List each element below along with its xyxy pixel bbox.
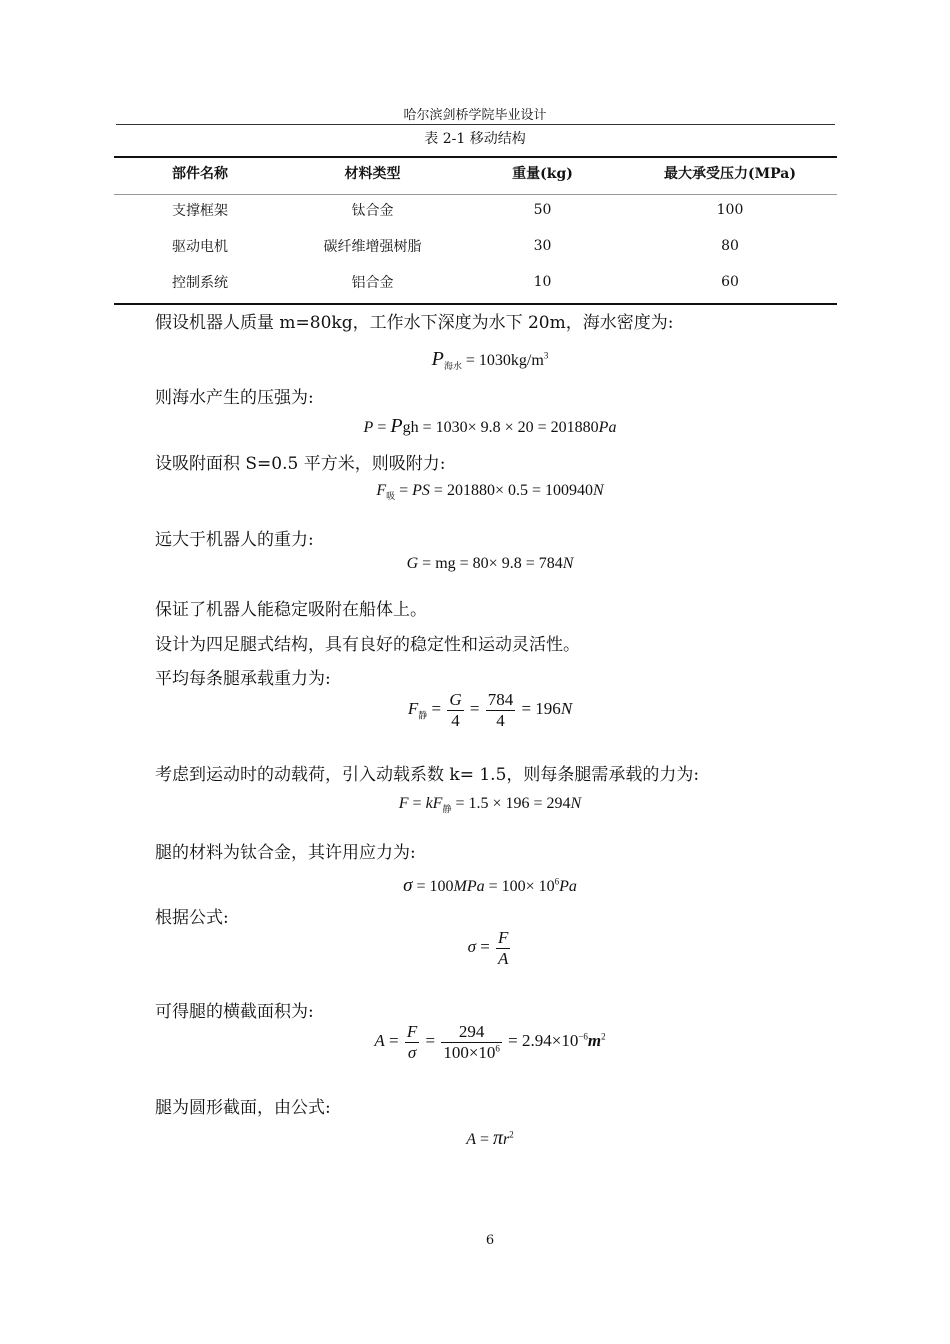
column-header: 材料类型 <box>344 166 401 182</box>
fraction-numerator: G <box>449 690 462 709</box>
eq-unit: N <box>560 698 573 718</box>
equation-suction-force <box>0 482 950 502</box>
eq-unit: N <box>593 482 604 499</box>
eq-text: = <box>373 419 391 436</box>
paragraph: 设计为四足腿式结构，具有良好的稳定性和运动灵活性。 <box>155 635 580 655</box>
eq-text: = <box>475 936 495 956</box>
eq-superscript: 6 <box>554 876 560 887</box>
paragraph: 考虑到运动时的动载荷，引入动载系数 k= 1.5，则每条腿需承载的力为: <box>155 765 700 785</box>
eq-symbol: kF <box>425 795 443 812</box>
eq-subscript: 吸 <box>386 491 396 502</box>
page-number: 6 <box>485 1233 495 1248</box>
eq-symbol: P <box>363 419 374 436</box>
eq-text: = 196 <box>517 698 561 718</box>
eq-text: = 1.5 × 196 = 294 <box>451 795 571 812</box>
eq-symbol: π <box>493 1127 504 1149</box>
denominator-text: 100×10 <box>443 1042 496 1062</box>
eq-unit: N <box>570 795 582 812</box>
document-header: 哈尔滨剑桥学院毕业设计 <box>403 108 547 123</box>
eq-symbol: G <box>406 555 419 572</box>
eq-symbol: r <box>503 1131 510 1148</box>
eq-subscript: 静 <box>418 710 428 721</box>
eq-symbol: F <box>376 482 387 499</box>
eq-text: = <box>384 1030 403 1050</box>
table-cell: 驱动电机 <box>172 239 228 255</box>
table-bottom-rule <box>114 303 837 305</box>
eq-text: = <box>465 698 484 718</box>
paragraph: 保证了机器人能稳定吸附在船体上。 <box>155 600 427 620</box>
equation-pressure <box>0 415 950 438</box>
fraction-denominator: A <box>498 948 509 968</box>
fraction <box>496 928 510 968</box>
equation-seawater-density <box>0 348 950 372</box>
equation-allowable-stress <box>0 875 950 897</box>
column-header: 重量(kg) <box>512 166 573 182</box>
paragraph: 腿为圆形截面，由公式: <box>155 1098 331 1118</box>
equation-stress-formula <box>0 928 950 968</box>
eq-text: = <box>408 795 426 812</box>
table-header-rule <box>114 194 837 195</box>
eq-unit: N <box>562 555 574 572</box>
eq-subscript: 海水 <box>443 361 462 372</box>
header-rule <box>116 124 835 125</box>
table-cell: 50 <box>533 202 552 218</box>
table-cell: 100 <box>716 202 744 218</box>
table-cell: 钛合金 <box>351 203 394 219</box>
eq-superscript: −6 <box>578 1031 588 1042</box>
eq-text: = <box>421 1030 440 1050</box>
eq-text: = 2.94×10 <box>503 1030 579 1050</box>
eq-unit: MPa <box>453 878 485 895</box>
table-top-rule <box>114 156 837 158</box>
eq-text: = 201880× 0.5 = 100940 <box>429 482 593 499</box>
eq-text: = 100× 10 <box>484 878 555 895</box>
eq-symbol: P <box>431 348 444 370</box>
eq-symbol: σ <box>467 936 476 956</box>
paragraph: 根据公式: <box>155 908 229 928</box>
eq-superscript: 3 <box>543 350 549 361</box>
fraction-denominator <box>441 1043 502 1063</box>
paragraph: 腿的材料为钛合金，其许用应力为: <box>155 843 416 863</box>
table-cell: 支撑框架 <box>172 203 228 219</box>
eq-text: = mg = 80× 9.8 = 784 <box>418 555 563 572</box>
paragraph: 平均每条腿承载重力为: <box>155 669 331 689</box>
eq-symbol: F <box>398 795 409 812</box>
paragraph: 则海水产生的压强为: <box>155 388 314 408</box>
eq-symbol: PS <box>412 482 430 499</box>
equation-static-leg-load <box>0 690 950 730</box>
eq-superscript: 2 <box>509 1129 514 1140</box>
table-cell: 80 <box>721 238 739 254</box>
eq-subscript: 静 <box>442 804 452 815</box>
equation-circle-area <box>0 1127 950 1150</box>
eq-symbol: F <box>407 698 419 718</box>
fraction-denominator: 4 <box>496 710 505 730</box>
eq-symbol: A <box>374 1030 385 1050</box>
fraction-numerator: 294 <box>441 1022 502 1043</box>
equation-dynamic-leg-load <box>0 795 950 815</box>
table-cell: 铝合金 <box>351 275 394 291</box>
eq-text: = <box>427 698 446 718</box>
table-cell: 10 <box>533 274 552 290</box>
eq-text: = 100 <box>412 878 454 895</box>
eq-superscript: 6 <box>495 1042 500 1053</box>
fraction <box>405 1022 419 1062</box>
fraction <box>447 690 463 730</box>
table-cell: 60 <box>721 274 739 290</box>
paragraph: 设吸附面积 S=0.5 平方米，则吸附力: <box>155 454 446 474</box>
table-cell: 30 <box>533 238 552 254</box>
fraction-denominator: 4 <box>451 710 460 730</box>
fraction-numerator: 784 <box>487 690 514 709</box>
eq-text: = <box>475 1131 494 1148</box>
fraction <box>486 690 516 730</box>
eq-unit: m <box>587 1030 602 1050</box>
table-caption: 表 2-1 移动结构 <box>424 131 526 147</box>
column-header: 部件名称 <box>172 166 228 182</box>
fraction-numerator: F <box>406 1022 418 1041</box>
eq-superscript: 2 <box>601 1031 606 1042</box>
eq-text: = <box>395 482 413 499</box>
paragraph: 可得腿的横截面积为: <box>155 1002 314 1022</box>
paragraph: 远大于机器人的重力: <box>155 530 314 550</box>
eq-symbol: σ <box>403 875 413 896</box>
equation-gravity <box>0 555 950 573</box>
paragraph: 假设机器人质量 m=80kg，工作水下深度为水下 20m，海水密度为: <box>155 313 674 333</box>
table-cell: 控制系统 <box>172 275 228 291</box>
equation-cross-section-area <box>0 1022 950 1062</box>
eq-symbol: A <box>466 1131 476 1148</box>
fraction <box>441 1022 502 1062</box>
eq-symbol: P <box>390 415 403 437</box>
eq-unit: Pa <box>559 878 577 895</box>
table-cell: 碳纤维增强树脂 <box>323 239 422 255</box>
fraction-denominator: σ <box>407 1042 417 1062</box>
eq-text: gh = 1030× 9.8 × 20 = 201880 <box>402 419 599 436</box>
fraction-numerator: F <box>498 928 509 947</box>
column-header: 最大承受压力(MPa) <box>664 166 796 182</box>
eq-text: = 1030kg/m <box>461 352 544 369</box>
eq-unit: Pa <box>598 419 617 436</box>
